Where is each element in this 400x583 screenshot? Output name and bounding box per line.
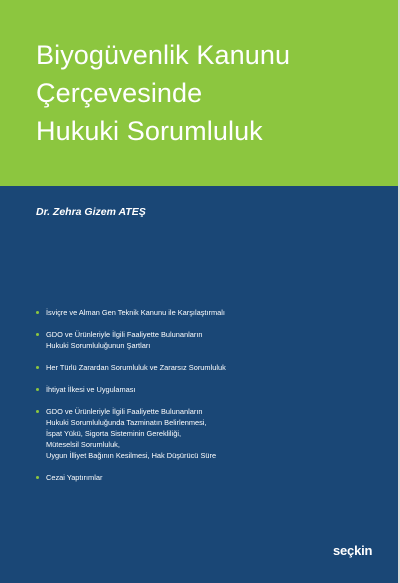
bullet-icon bbox=[36, 311, 39, 314]
topic-line: Cezai Yaptırımlar bbox=[46, 473, 103, 482]
title-line: Hukuki Sorumluluk bbox=[36, 116, 263, 146]
bullet-icon bbox=[36, 410, 39, 413]
topic-list bbox=[36, 307, 356, 494]
topic-item bbox=[36, 406, 356, 461]
bullet-icon bbox=[36, 366, 39, 369]
bullet-icon bbox=[36, 476, 39, 479]
topic-line: İsviçre ve Alman Gen Teknik Kanunu ile Karşılaştırmalı bbox=[46, 308, 225, 317]
topic-line: GDO ve Ürünleriyle İlgili Faaliyette Bulunanların bbox=[46, 330, 203, 339]
topic-item bbox=[36, 307, 356, 318]
topic-line: Uygun İlliyet Bağının Kesilmesi, Hak Düşürücü Süre bbox=[46, 451, 217, 460]
topic-item bbox=[36, 329, 356, 351]
topic-item bbox=[36, 472, 356, 483]
bullet-icon bbox=[36, 388, 39, 391]
topic-line: İhtiyat İlkesi ve Uygulaması bbox=[46, 385, 136, 394]
title-band bbox=[0, 0, 400, 186]
book-title bbox=[36, 36, 376, 150]
topic-line: Hukuki Sorumluluğunda Tazminatın Belirlenmesi, bbox=[46, 418, 207, 427]
title-line: Biyogüvenlik Kanunu bbox=[36, 40, 291, 70]
topic-line: İspat Yükü, Sigorta Sisteminin Gerekliliği, bbox=[46, 429, 182, 438]
topic-line: Her Türlü Zarardan Sorumluluk ve Zararsız Sorumluluk bbox=[46, 363, 226, 372]
topic-item bbox=[36, 362, 356, 373]
topic-item bbox=[36, 384, 356, 395]
author-name: Dr. Zehra Gizem ATEŞ bbox=[36, 206, 146, 218]
topic-line: Hukuki Sorumluluğunun Şartları bbox=[46, 341, 151, 350]
topic-line: Müteselsil Sorumluluk, bbox=[46, 440, 120, 449]
publisher-logo: seçkin bbox=[333, 543, 373, 558]
bullet-icon bbox=[36, 333, 39, 336]
title-line: Çerçevesinde bbox=[36, 78, 203, 108]
topic-line: GDO ve Ürünleriyle İlgili Faaliyette Bulunanların bbox=[46, 407, 203, 416]
